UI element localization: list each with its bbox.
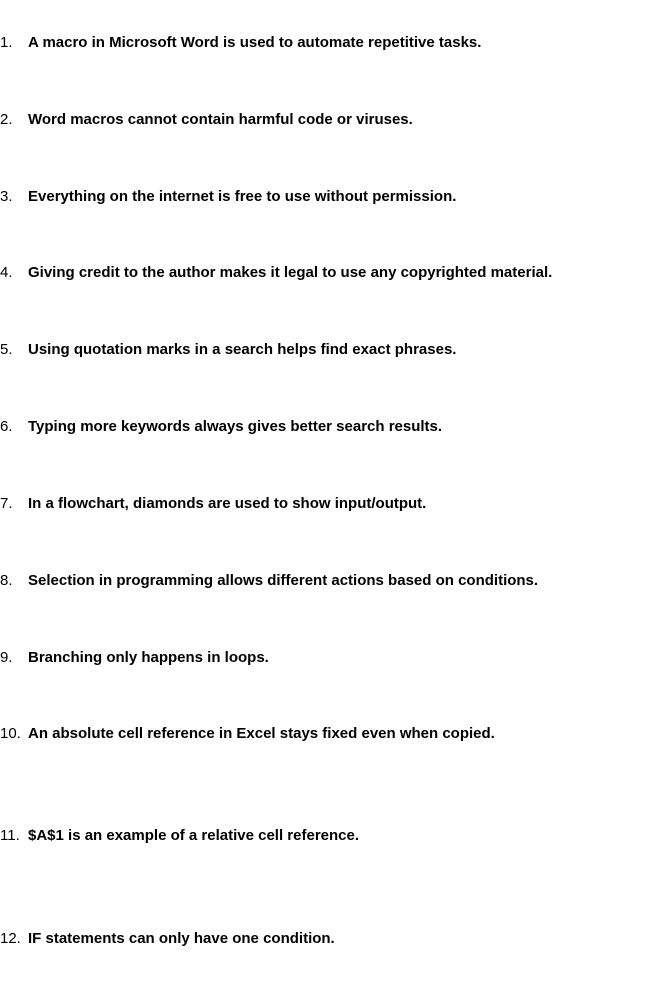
question-text: Branching only happens in loops.: [28, 649, 269, 666]
question-number: 8.: [0, 572, 13, 589]
question-item: [0, 34, 662, 52]
question-number: 9.: [0, 649, 13, 666]
question-item: [0, 827, 662, 845]
question-number: 6.: [0, 418, 13, 435]
question-number: 3.: [0, 188, 13, 205]
question-text: In a flowchart, diamonds are used to show input/output.: [28, 495, 427, 512]
question-item: [0, 341, 662, 359]
question-number: 4.: [0, 264, 13, 281]
question-number: 5.: [0, 341, 13, 358]
question-text: Typing more keywords always gives better search results.: [28, 418, 443, 435]
question-text: An absolute cell reference in Excel stays fixed even when copied.: [28, 725, 495, 742]
question-number: 7.: [0, 495, 13, 512]
question-item: [0, 649, 662, 667]
question-text: Everything on the internet is free to use without permission.: [28, 188, 457, 205]
question-text: $A$1 is an example of a relative cell reference.: [28, 827, 360, 844]
question-number: 2.: [0, 111, 13, 128]
question-item: [0, 572, 662, 590]
question-number: 10.: [0, 725, 21, 742]
question-item: [0, 725, 662, 743]
question-item: [0, 930, 662, 948]
question-text: Using quotation marks in a search helps find exact phrases.: [28, 341, 457, 358]
question-number: 1.: [0, 34, 13, 51]
corner-page-mark: [637, 0, 665, 2]
question-number: 12.: [0, 930, 21, 947]
question-item: [0, 264, 662, 282]
question-item: [0, 188, 662, 206]
question-item: [0, 495, 662, 513]
question-text: A macro in Microsoft Word is used to automate repetitive tasks.: [28, 34, 482, 51]
question-item: [0, 111, 662, 129]
question-number: 11.: [0, 827, 20, 844]
question-item: [0, 418, 662, 436]
question-text: Giving credit to the author makes it legal to use any copyrighted material.: [28, 264, 553, 281]
question-text: IF statements can only have one condition.: [28, 930, 335, 947]
question-text: Selection in programming allows different actions based on conditions.: [28, 572, 539, 589]
question-text: Word macros cannot contain harmful code or viruses.: [28, 111, 413, 128]
